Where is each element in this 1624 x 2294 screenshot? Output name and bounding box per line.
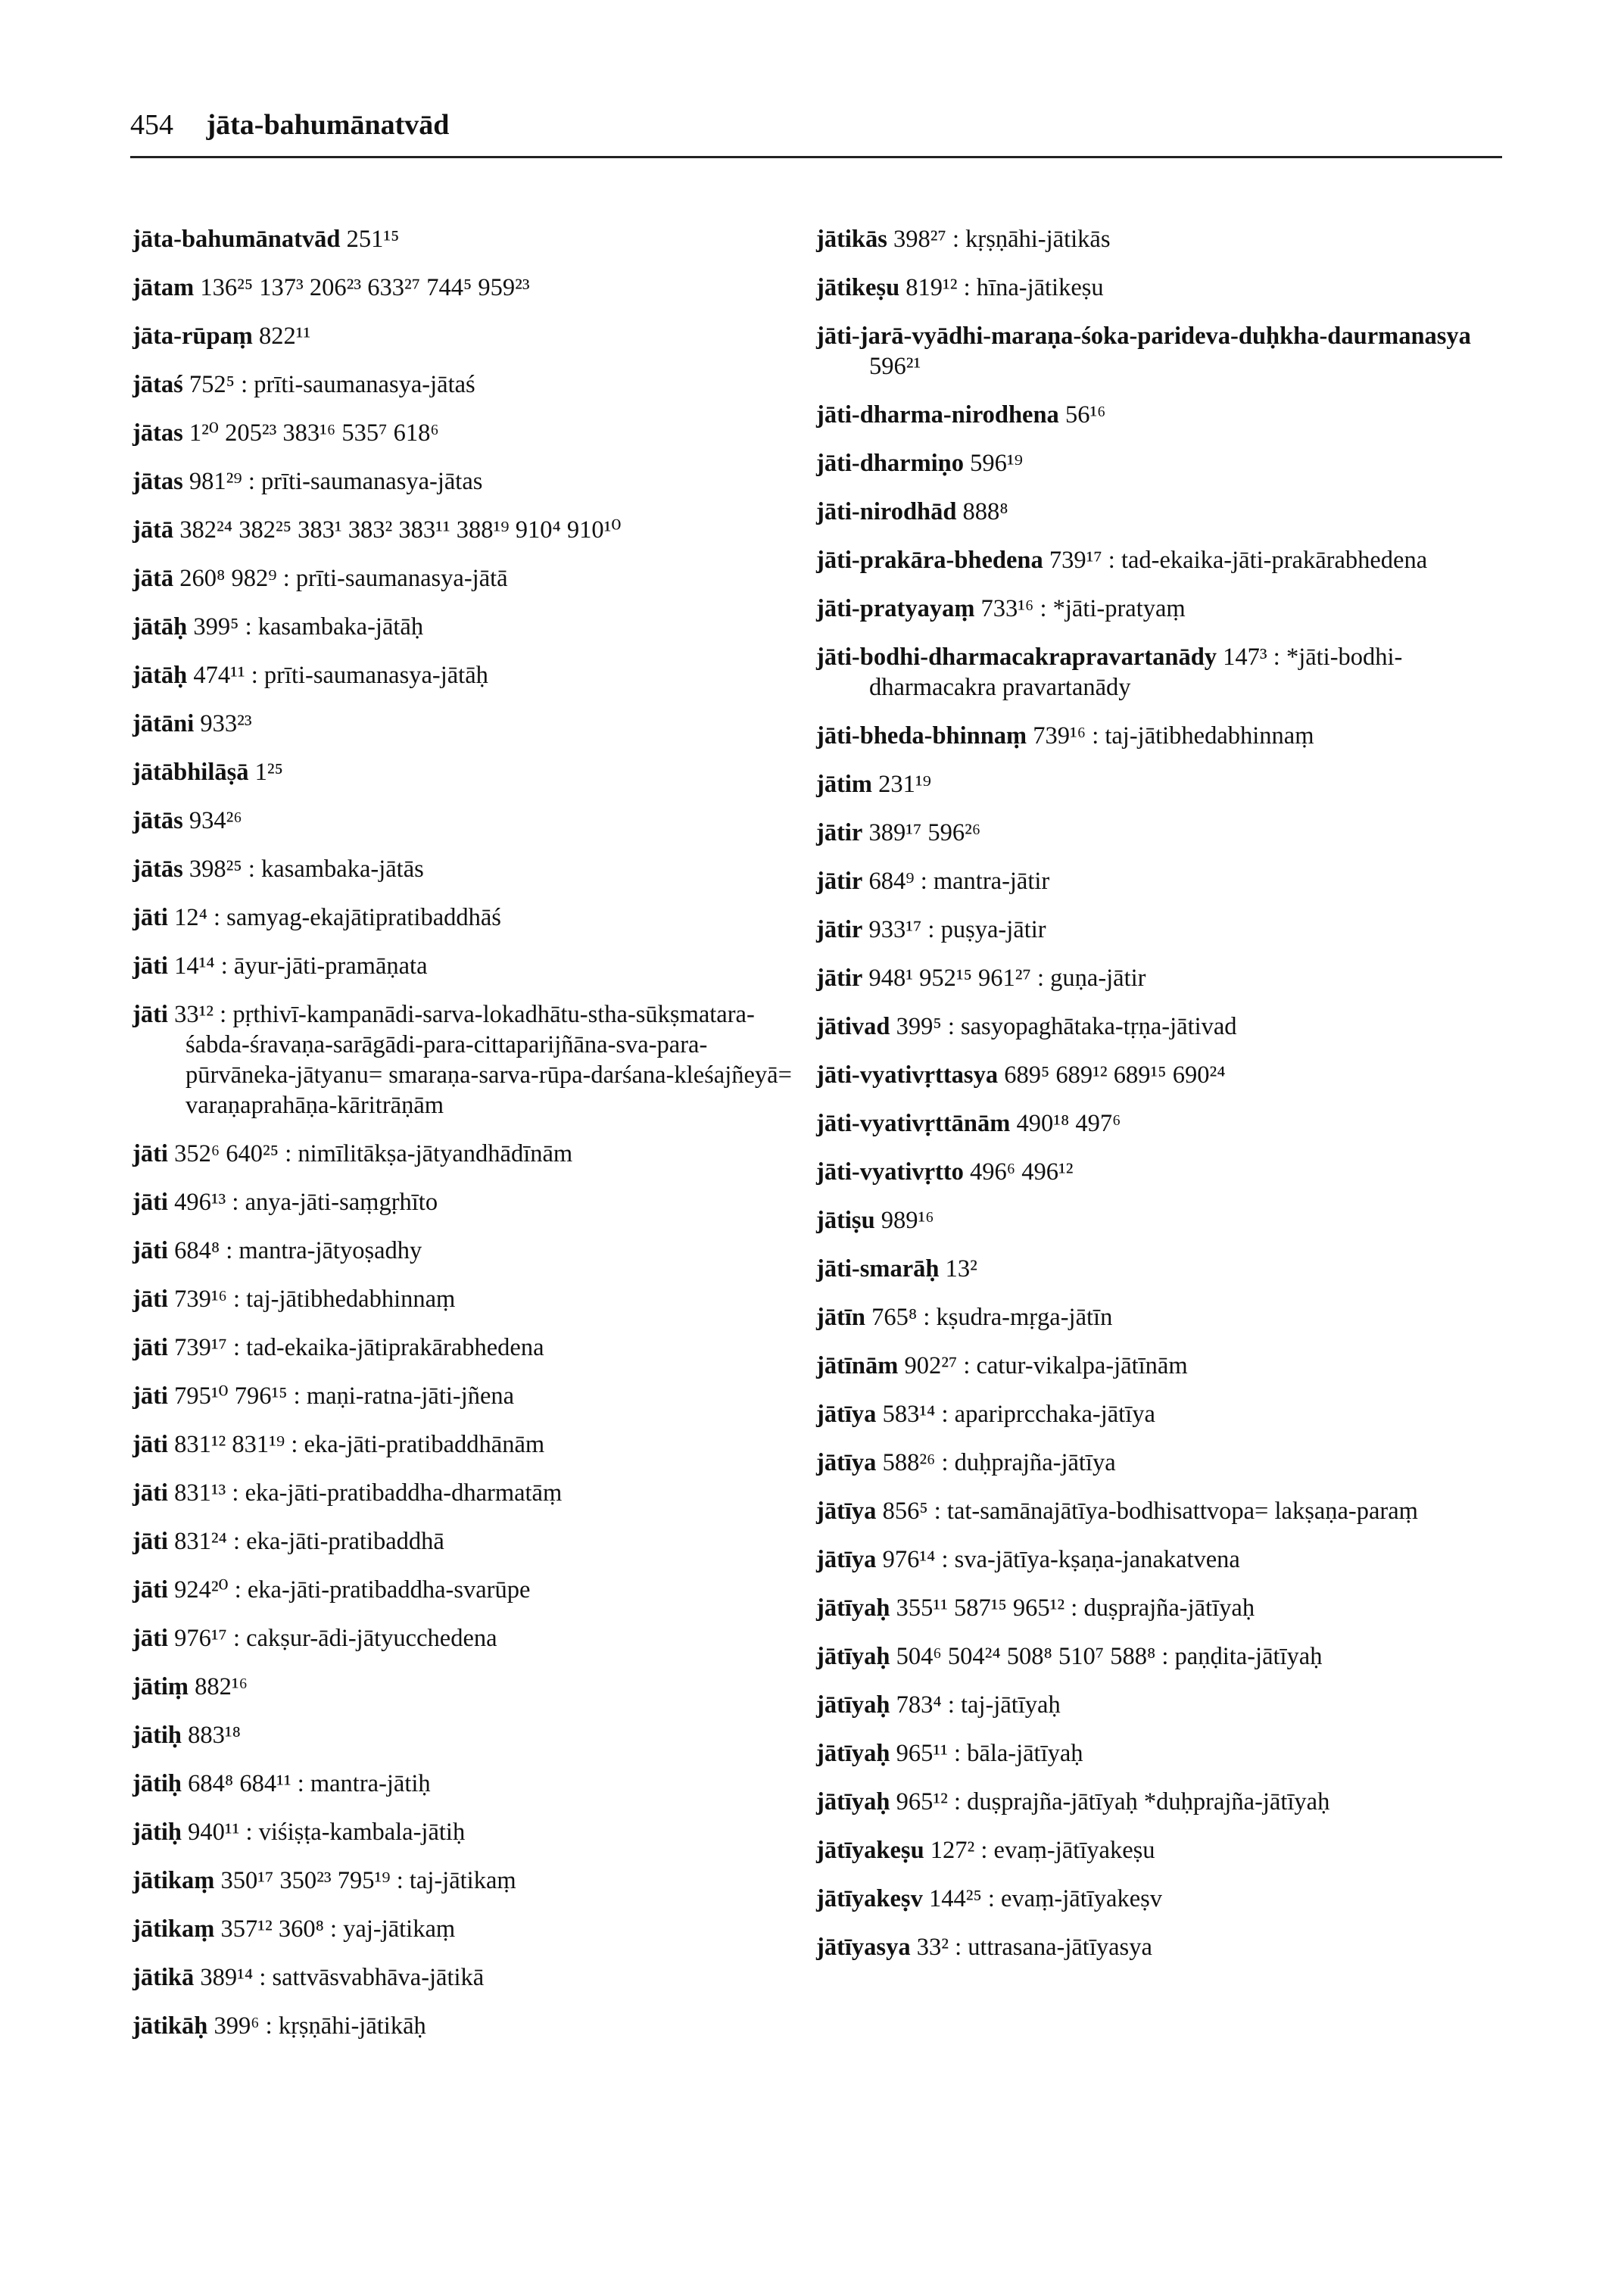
index-entry (816, 1738, 1528, 1769)
entry-headword: jātikās (816, 226, 887, 253)
entry-references: 882¹⁶ (189, 1673, 248, 1700)
entry-headword: jāti (132, 1382, 168, 1410)
entry-references: 14¹⁴ : āyur-jāti-pramāṇata (167, 952, 428, 980)
entry-headword: jātīyaḥ (816, 1788, 890, 1816)
entry-headword: jāti (132, 1334, 168, 1361)
entry-references: 144²⁵ : evaṃ-jātīyakeṣv (922, 1885, 1163, 1912)
index-entry (816, 1448, 1528, 1478)
index-entry (132, 1865, 814, 1896)
entry-headword: jāti (132, 1286, 168, 1313)
entry-headword: jātīyaḥ (816, 1740, 890, 1767)
entry-references: 231¹⁹ (872, 771, 931, 798)
entry-references: 822¹¹ (252, 323, 311, 350)
index-entry (132, 660, 814, 690)
entry-references: 490¹⁸ 497⁶ (1010, 1110, 1121, 1137)
entry-headword: jāti (132, 904, 168, 931)
entry-references: 733¹⁶ : *jāti-pratyaṃ (974, 595, 1186, 622)
entry-headword: jāti-smarāḥ (816, 1255, 940, 1283)
entry-headword: jātir (816, 868, 863, 895)
index-entry (816, 1641, 1528, 1672)
entry-headword: jāti (132, 1528, 168, 1555)
right-column (816, 224, 1528, 1981)
index-entry (132, 1381, 814, 1411)
entry-headword: jātir (816, 965, 863, 992)
entry-references: 251¹⁵ (340, 226, 400, 253)
entry-headword: jāti-dharmiṇo (816, 450, 964, 477)
entry-references: 739¹⁷ : tad-ekaika-jātiprakārabhedena (167, 1334, 544, 1361)
entry-references: 739¹⁶ : taj-jātibhedabhinnaṃ (167, 1286, 456, 1313)
entry-headword: jāta-rūpaṃ (132, 323, 253, 350)
entry-headword: jātam (132, 274, 195, 301)
entry-references: 496¹³ : anya-jāti-saṃgṛhīto (167, 1189, 438, 1216)
entry-references: 934²⁶ (182, 807, 242, 834)
entry-references: 989¹⁶ (874, 1207, 934, 1234)
index-entry (132, 224, 814, 254)
entry-references: 924²⁰ : eka-jāti-pratibaddha-svarūpe (167, 1576, 531, 1604)
index-entry (816, 818, 1528, 848)
entry-headword: jāti (132, 1625, 168, 1652)
entry-headword: jātīyakeṣv (816, 1885, 923, 1912)
index-entry (816, 1544, 1528, 1575)
index-entry (132, 1817, 814, 1847)
entry-headword: jātiḥ (132, 1722, 182, 1749)
entry-headword: jāti-prakāra-bhedena (816, 547, 1043, 574)
entry-headword: jātās (132, 807, 183, 834)
entry-references: 902²⁷ : catur-vikalpa-jātīnām (898, 1352, 1188, 1379)
entry-references: 684⁸ 684¹¹ : mantra-jātiḥ (182, 1770, 431, 1797)
index-entry (132, 418, 814, 448)
entry-headword: jātikaṃ (132, 1915, 215, 1943)
index-entry (816, 1157, 1528, 1187)
index-entry (816, 1302, 1528, 1332)
index-entry (132, 709, 814, 739)
entry-references: 684⁹ : mantra-jātir (862, 868, 1050, 895)
entry-headword: jāti (132, 1479, 168, 1507)
entry-headword: jātābhilāṣā (132, 759, 249, 786)
entry-headword: jātā (132, 516, 174, 544)
index-entry (132, 1769, 814, 1799)
entry-headword: jāti-vyativṛtto (816, 1158, 964, 1186)
entry-headword: jāti (132, 1140, 168, 1167)
index-entry (132, 369, 814, 400)
entry-headword: jātīyaḥ (816, 1691, 890, 1719)
index-entry (816, 1690, 1528, 1720)
entry-references: 504⁶ 504²⁴ 508⁸ 510⁷ 588⁸ : paṇḍita-jātīyaḥ (890, 1643, 1323, 1670)
index-entry (816, 497, 1528, 527)
index-entry (132, 466, 814, 497)
entry-headword: jātas (132, 468, 183, 495)
entry-headword: jātim (816, 771, 872, 798)
entry-references: 33² : uttrasana-jātīyasya (910, 1934, 1152, 1961)
index-entry (132, 515, 814, 545)
entry-references: 976¹⁷ : cakṣur-ādi-jātyucchedena (167, 1625, 497, 1652)
index-entry (816, 1011, 1528, 1042)
entry-references: 33¹² : pṛthivī-kampanādi-sarva-lokadhātu-stha-sūkṣmatara-śabda-śravaṇa-sarāgādi-para-cittaparijñāna-sva-para-pūrvāneka-jātyanu= smaraṇa-sarva-rūpa-darśana-kleśajñeyā= varaṇaprahāṇa-kāritrāṇām (167, 1001, 792, 1119)
entry-references: 856⁵ : tat-samānajātīya-bodhisattvopa= lakṣaṇa-paraṃ (876, 1498, 1418, 1525)
entry-references: 940¹¹ : viśiṣṭa-kambala-jātiḥ (182, 1819, 466, 1846)
entry-headword: jāti-jarā-vyādhi-maraṇa-śoka-parideva-duḥkha-daurmanasya (816, 323, 1471, 350)
entry-references: 831²⁴ : eka-jāti-pratibaddhā (167, 1528, 444, 1555)
entry-headword: jātiḥ (132, 1819, 182, 1846)
index-entry (816, 1884, 1528, 1914)
entry-headword: jātīya (816, 1498, 877, 1525)
entry-references: 933¹⁷ : puṣya-jātir (862, 916, 1046, 943)
entry-references: 948¹ 952¹⁵ 961²⁷ : guṇa-jātir (862, 965, 1146, 992)
entry-headword: jāti (132, 1001, 168, 1028)
entry-headword: jātikāḥ (132, 2012, 208, 2040)
index-entry (816, 1060, 1528, 1090)
entry-references: 398²⁷ : kṛṣṇāhi-jātikās (887, 226, 1111, 253)
index-entry (132, 321, 814, 351)
entry-references: 496⁶ 496¹² (963, 1158, 1074, 1186)
entry-references: 965¹² : duṣprajña-jātīyaḥ *duḥprajña-jātīyaḥ (890, 1788, 1330, 1816)
index-entry (816, 1496, 1528, 1526)
entry-headword: jāti (132, 1237, 168, 1264)
entry-references: 831¹² 831¹⁹ : eka-jāti-pratibaddhānām (167, 1431, 545, 1458)
index-entry (132, 1429, 814, 1460)
entry-headword: jāti (132, 952, 168, 980)
entry-references: 689⁵ 689¹² 689¹⁵ 690²⁴ (998, 1061, 1226, 1089)
index-entry (816, 1593, 1528, 1623)
entry-references: 355¹¹ 587¹⁵ 965¹² : duṣprajña-jātīyaḥ (890, 1594, 1255, 1622)
index-entry (132, 1962, 814, 1993)
entry-headword: jātiṣu (816, 1207, 875, 1234)
index-entry (816, 273, 1528, 303)
index-entry (132, 757, 814, 787)
entry-references: 596²¹ (869, 353, 921, 380)
index-entry (132, 1139, 814, 1169)
index-entry (816, 224, 1528, 254)
index-entry (816, 1835, 1528, 1865)
index-entry (132, 1478, 814, 1508)
index-entry (132, 806, 814, 836)
entry-references: 399⁶ : kṛṣṇāhi-jātikāḥ (207, 2012, 426, 2040)
index-entry (132, 1720, 814, 1750)
entry-headword: jātīyakeṣu (816, 1837, 924, 1864)
entry-references: 350¹⁷ 350²³ 795¹⁹ : taj-jātikaṃ (214, 1867, 516, 1894)
entry-headword: jātāni (132, 710, 195, 737)
running-header (130, 108, 449, 142)
entry-references: 783⁴ : taj-jātīyaḥ (890, 1691, 1061, 1719)
entry-references: 976¹⁴ : sva-jātīya-kṣaṇa-janakatvena (876, 1546, 1240, 1573)
index-entry (816, 642, 1528, 703)
entry-references: 831¹³ : eka-jāti-pratibaddha-dharmatāṃ (167, 1479, 563, 1507)
entry-references: 389¹⁷ 596²⁶ (862, 819, 981, 846)
entry-headword: jātā (132, 565, 174, 592)
index-entry (816, 915, 1528, 945)
entry-references: 739¹⁷ : tad-ekaika-jāti-prakārabhedena (1043, 547, 1428, 574)
index-entry (132, 273, 814, 303)
index-entry (132, 1623, 814, 1653)
index-entry (132, 1914, 814, 1944)
entry-headword: jātīyaḥ (816, 1594, 890, 1622)
entry-headword: jāti (132, 1431, 168, 1458)
header-rule (130, 156, 1502, 158)
entry-headword: jātaś (132, 371, 183, 398)
index-entry (816, 545, 1528, 575)
header-title: jāta-bahumānatvād (206, 109, 450, 141)
entry-headword: jātīn (816, 1304, 865, 1331)
entry-references: 147³ : *jāti-bodhi-dharmacakra pravartanādy (869, 644, 1403, 701)
entry-references: 389¹⁴ : sattvāsvabhāva-jātikā (194, 1964, 485, 1991)
entry-references: 795¹⁰ 796¹⁵ : maṇi-ratna-jāti-jñena (167, 1382, 515, 1410)
index-entry (816, 769, 1528, 799)
index-entry (816, 1108, 1528, 1139)
page-number: 454 (130, 109, 173, 141)
index-entry (132, 1526, 814, 1557)
entry-headword: jātikeṣu (816, 274, 900, 301)
entry-headword: jāti-pratyayaṃ (816, 595, 975, 622)
index-entry (816, 1254, 1528, 1284)
index-entry (816, 448, 1528, 478)
entry-headword: jāti-bheda-bhinnaṃ (816, 722, 1027, 750)
entry-headword: jātikā (132, 1964, 195, 1991)
entry-headword: jātīnām (816, 1352, 899, 1379)
entry-references: 883¹⁸ (182, 1722, 241, 1749)
entry-headword: jātās (132, 856, 183, 883)
entry-headword: jātīyasya (816, 1934, 911, 1961)
entry-references: 583¹⁴ : apariprcchaka-jātīya (876, 1401, 1155, 1428)
entry-headword: jāti (132, 1189, 168, 1216)
entry-headword: jātīya (816, 1401, 877, 1428)
entry-references: 933²³ (194, 710, 252, 737)
entry-references: 596¹⁹ (964, 450, 1023, 477)
entry-headword: jātas (132, 419, 183, 447)
entry-headword: jātāḥ (132, 662, 188, 689)
entry-references: 12⁴ : samyag-ekajātipratibaddhāś (167, 904, 501, 931)
entry-references: 399⁵ : sasyopaghātaka-tṛṇa-jātivad (890, 1013, 1237, 1040)
entry-headword: jātir (816, 916, 863, 943)
entry-headword: jātīyaḥ (816, 1643, 890, 1670)
entry-references: 981²⁹ : prīti-saumanasya-jātas (182, 468, 483, 495)
entry-headword: jāta-bahumānatvād (132, 226, 341, 253)
entry-headword: jātiṃ (132, 1673, 189, 1700)
index-entry (132, 902, 814, 933)
index-entry (132, 1672, 814, 1702)
entry-references: 127² : evaṃ-jātīyakeṣu (924, 1837, 1155, 1864)
entry-references: 739¹⁶ : taj-jātibhedabhinnaṃ (1027, 722, 1314, 750)
index-entry (132, 1187, 814, 1217)
index-entry (132, 563, 814, 594)
index-entry (816, 866, 1528, 896)
index-entry (816, 321, 1528, 382)
left-column (132, 224, 814, 2059)
index-entry (816, 1351, 1528, 1381)
entry-references: 260⁸ 982⁹ : prīti-saumanasya-jātā (173, 565, 508, 592)
entry-references: 398²⁵ : kasambaka-jātās (182, 856, 424, 883)
entry-references: 1²⁵ (248, 759, 283, 786)
entry-references: 1²⁰ 205²³ 383¹⁶ 535⁷ 618⁶ (182, 419, 439, 447)
entry-headword: jātikaṃ (132, 1867, 215, 1894)
index-entry (816, 594, 1528, 624)
index-entry (132, 854, 814, 884)
index-entry (816, 1205, 1528, 1236)
index-entry (132, 1284, 814, 1314)
entry-references: 399⁵ : kasambaka-jātāḥ (187, 613, 424, 641)
index-entry (132, 1575, 814, 1605)
index-entry (816, 1399, 1528, 1429)
entry-references: 382²⁴ 382²⁵ 383¹ 383² 383¹¹ 388¹⁹ 910⁴ 910¹⁰ (173, 516, 622, 544)
entry-references: 13² (939, 1255, 977, 1283)
entry-headword: jātir (816, 819, 863, 846)
entry-references: 684⁸ : mantra-jātyoṣadhy (167, 1237, 422, 1264)
entry-references: 588²⁶ : duḥprajña-jātīya (876, 1449, 1116, 1476)
entry-headword: jāti-nirodhād (816, 498, 957, 525)
entry-headword: jātīya (816, 1546, 877, 1573)
index-entry (816, 400, 1528, 430)
index-entry (132, 612, 814, 642)
entry-headword: jātivad (816, 1013, 890, 1040)
entry-headword: jātīya (816, 1449, 877, 1476)
entry-headword: jātiḥ (132, 1770, 182, 1797)
index-entry (132, 951, 814, 981)
entry-references: 819¹² : hīna-jātikeṣu (899, 274, 1104, 301)
index-entry (816, 721, 1528, 751)
entry-references: 357¹² 360⁸ : yaj-jātikaṃ (214, 1915, 456, 1943)
entry-headword: jāti (132, 1576, 168, 1604)
entry-headword: jāti-dharma-nirodhena (816, 401, 1059, 429)
index-entry (132, 999, 814, 1121)
index-entry (132, 2011, 814, 2041)
entry-references: 352⁶ 640²⁵ : nimīlitākṣa-jātyandhādīnām (167, 1140, 573, 1167)
index-entry (816, 1787, 1528, 1817)
entry-references: 56¹⁶ (1058, 401, 1106, 429)
entry-references: 474¹¹ : prīti-saumanasya-jātāḥ (187, 662, 488, 689)
entry-references: 765⁸ : kṣudra-mṛga-jātīn (865, 1304, 1113, 1331)
entry-headword: jāti-vyativṛttānām (816, 1110, 1011, 1137)
index-entry (132, 1236, 814, 1266)
index-entry (816, 1932, 1528, 1962)
entry-headword: jāti-vyativṛttasya (816, 1061, 999, 1089)
entry-references: 136²⁵ 137³ 206²³ 633²⁷ 744⁵ 959²³ (194, 274, 530, 301)
entry-references: 965¹¹ : bāla-jātīyaḥ (890, 1740, 1083, 1767)
entry-references: 752⁵ : prīti-saumanasya-jātaś (182, 371, 475, 398)
entry-headword: jāti-bodhi-dharmacakrapravartanādy (816, 644, 1217, 671)
index-entry (132, 1332, 814, 1363)
entry-headword: jātāḥ (132, 613, 188, 641)
index-entry (816, 963, 1528, 993)
entry-references: 888⁸ (956, 498, 1008, 525)
